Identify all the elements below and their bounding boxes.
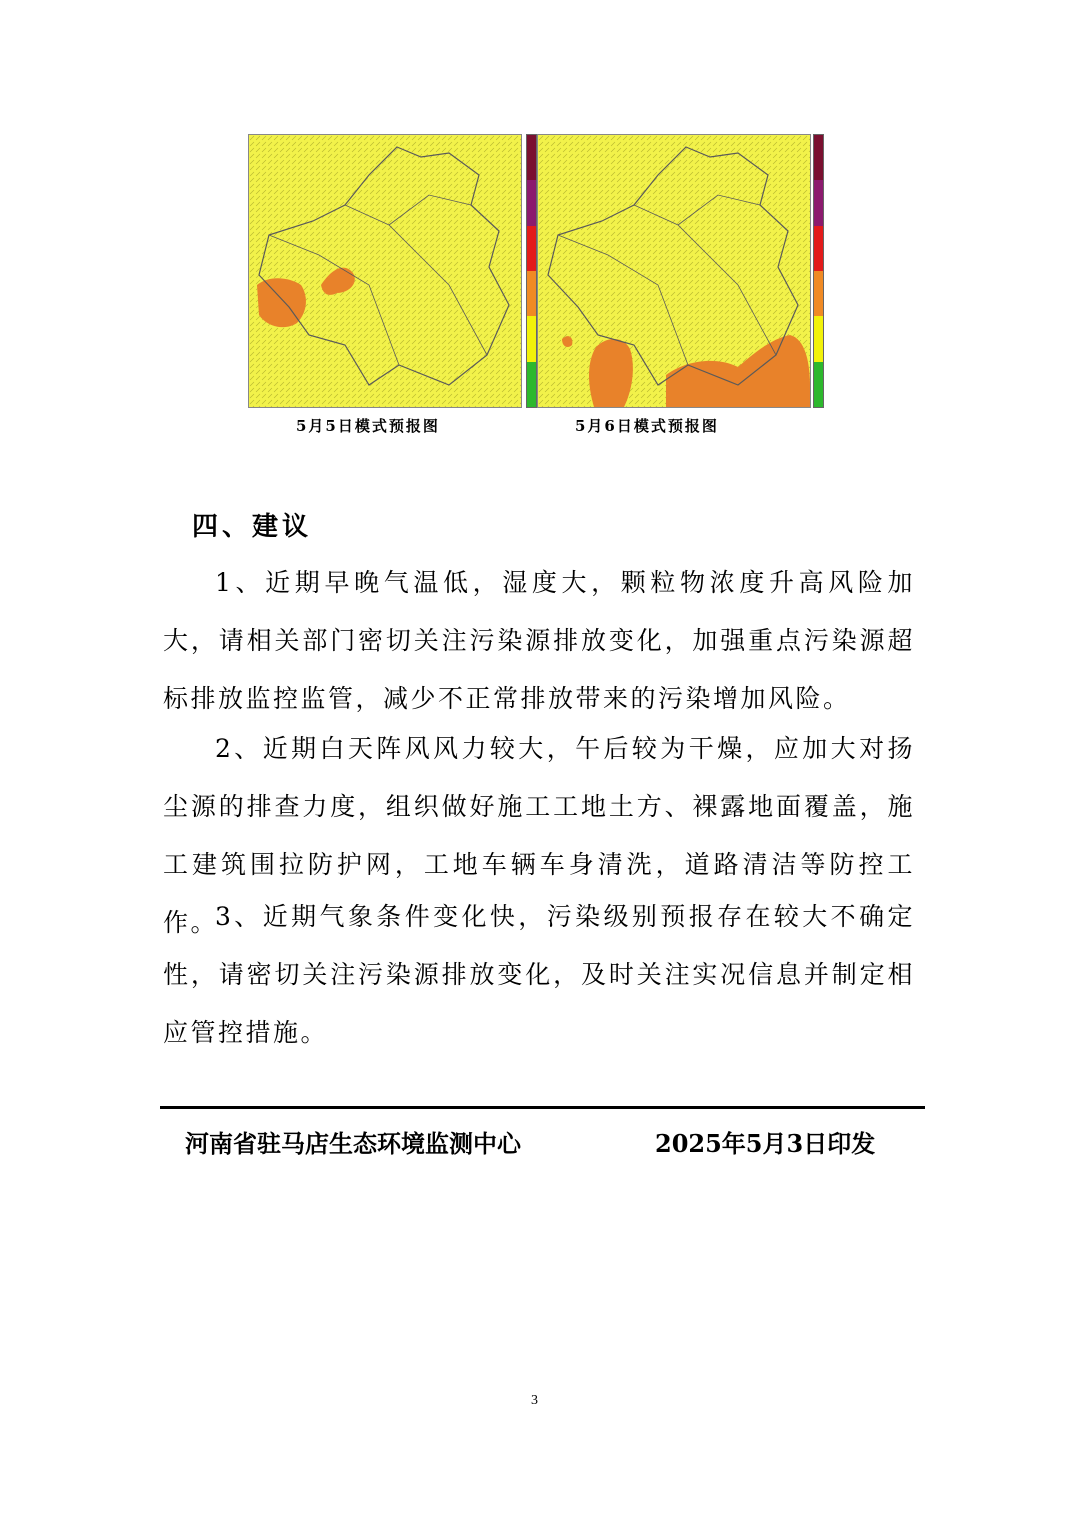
forecast-map-may6 xyxy=(537,134,811,408)
figure-caption: 5月6日模式预报图 xyxy=(575,417,719,435)
section-heading: 四、建议 xyxy=(192,512,313,542)
legend-color-segment xyxy=(814,362,823,407)
legend-color-segment xyxy=(814,226,823,271)
recommendation-paragraph-3: 3、近期气象条件变化快，污染级别预报存在较大不确定性，请密切关注污染源排放变化，及时关注实况信息并制定相应管控措施。 xyxy=(163,902,915,1047)
legend-color-segment xyxy=(527,316,536,361)
legend-color-segment xyxy=(527,180,536,225)
issue-date: 2025年5月3日印发 xyxy=(655,1129,876,1158)
color-scale-legend xyxy=(526,134,537,408)
forecast-figures xyxy=(248,134,828,444)
page-number: 3 xyxy=(531,1393,538,1408)
legend-color-segment xyxy=(814,316,823,361)
recommendation-paragraph-1: 1、近期早晚气温低，湿度大，颗粒物浓度升高风险加大，请相关部门密切关注污染源排放变化，加强重点污染源超标排放监控监管，减少不正常排放带来的污染增加风险。 xyxy=(163,568,915,713)
issuing-organization: 河南省驻马店生态环境监测中心 xyxy=(185,1129,521,1158)
recommendation-paragraph-2: 2、近期白天阵风风力较大，午后较为干燥，应加大对扬尘源的排查力度，组织做好施工工地土方、裸露地面覆盖，施工建筑围拉防护网，工地车辆车身清洗，道路清洁等防控工作。 xyxy=(163,734,915,937)
figure-caption: 5月5日模式预报图 xyxy=(296,417,440,435)
legend-color-segment xyxy=(814,135,823,180)
color-scale-legend xyxy=(813,134,824,408)
footer-divider xyxy=(160,1106,925,1109)
forecast-map-may5 xyxy=(248,134,522,408)
legend-color-segment xyxy=(527,271,536,316)
legend-color-segment xyxy=(527,135,536,180)
legend-color-segment xyxy=(814,180,823,225)
legend-color-segment xyxy=(814,271,823,316)
legend-color-segment xyxy=(527,226,536,271)
legend-color-segment xyxy=(527,362,536,407)
